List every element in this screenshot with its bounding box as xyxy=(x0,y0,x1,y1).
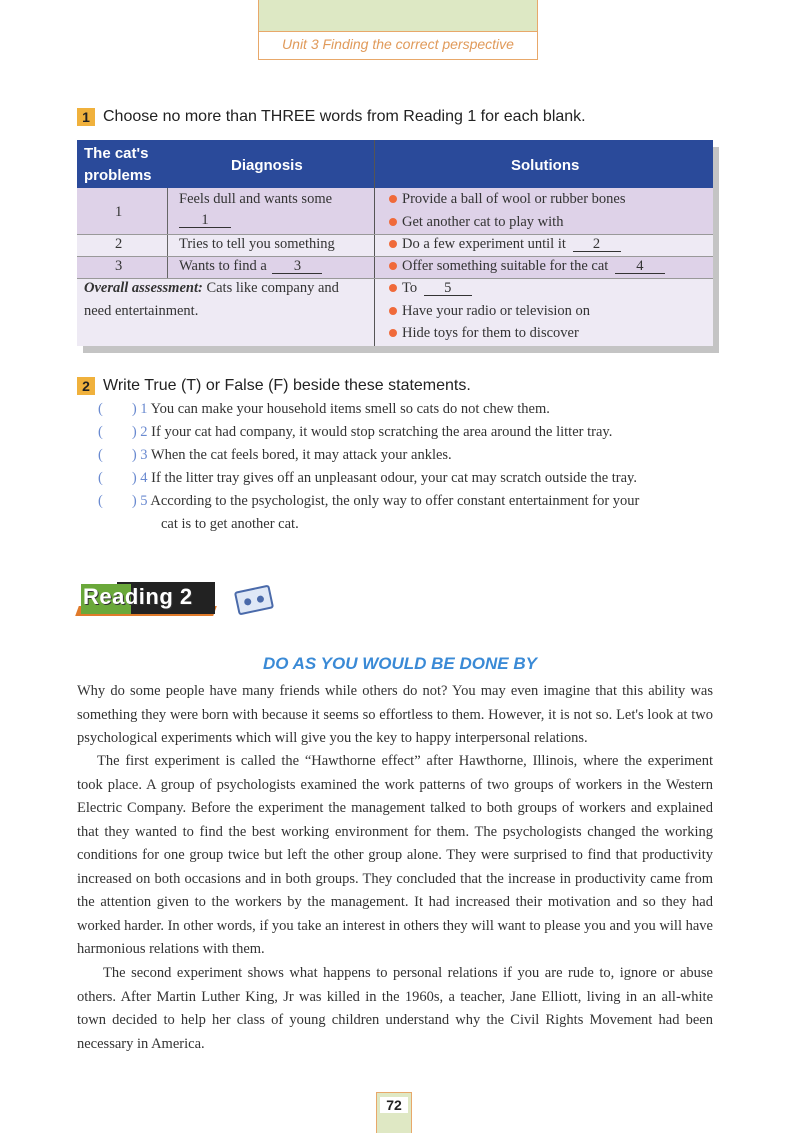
overall-solution-1: To 5 xyxy=(389,280,472,297)
unit-header xyxy=(258,0,538,60)
row-1-number: 1 xyxy=(115,204,123,220)
blank-4: 4 xyxy=(615,259,665,274)
bullet-icon xyxy=(389,329,397,337)
bullet-icon xyxy=(389,307,397,315)
bullet-icon xyxy=(389,262,397,270)
unit-title: Unit 3 Finding the correct perspective xyxy=(282,36,514,52)
answer-blank[interactable]: ( ) xyxy=(98,470,137,486)
row-divider xyxy=(77,278,713,279)
statement-4: ( ) 4 If the litter tray gives off an unpleasant odour, your cat may scratch outside the tray. xyxy=(98,470,637,486)
statement-5: ( ) 5 According to the psychologist, the only way to offer constant entertainment for your xyxy=(98,493,640,509)
column-divider xyxy=(167,188,168,278)
statement-2: ( ) 2 If your cat had company, it would stop scratching the area around the litter tray. xyxy=(98,424,613,440)
article-title: DO AS YOU WOULD BE DONE BY xyxy=(263,654,537,673)
header-solutions: Solutions xyxy=(511,157,580,174)
answer-blank[interactable]: ( ) xyxy=(98,493,137,509)
cat-problems-table xyxy=(77,140,713,346)
cassette-icon[interactable] xyxy=(234,585,274,616)
blank-2: 2 xyxy=(573,237,621,252)
page-number-box xyxy=(376,1092,412,1133)
answer-blank[interactable]: ( ) xyxy=(98,447,137,463)
overall-solution-3: Hide toys for them to discover xyxy=(389,325,579,342)
header-texture xyxy=(259,0,537,32)
row-divider xyxy=(77,234,713,235)
row-2-solution: Do a few experiment until it 2 xyxy=(389,236,621,253)
overall-assessment xyxy=(84,280,339,297)
exercise-1-number: 1 xyxy=(77,108,95,126)
reading-label: Reading 2 xyxy=(83,584,193,609)
row-2-number: 2 xyxy=(115,236,123,252)
header-diagnosis: Diagnosis xyxy=(231,157,303,174)
table-header xyxy=(77,140,713,188)
row-divider xyxy=(77,256,713,257)
statement-1: ( ) 1 You can make your household items smell so cats do not chew them. xyxy=(98,401,550,417)
statement-3: ( ) 3 When the cat feels bored, it may attack your ankles. xyxy=(98,447,452,463)
row-3-solution: Offer something suitable for the cat 4 xyxy=(389,258,665,275)
blank-1: 1 xyxy=(179,213,231,228)
column-divider xyxy=(374,140,375,346)
bullet-icon xyxy=(389,240,397,248)
header-problems-line2: problems xyxy=(84,167,152,184)
row-1-solution-1: Provide a ball of wool or rubber bones xyxy=(389,191,626,208)
paragraph-3: The second experiment shows what happens to personal relations if you are rude to, ignore or abuse others. After Martin Luther King, Jr was killed in the 1960s, a teacher, Jane Elliott, living in an all-white town decided to help her class of young children understand why the Civil Rights Movement had been necessary in America. xyxy=(77,965,713,1052)
reading-banner xyxy=(77,580,217,618)
overall-label: Overall assessment: xyxy=(84,280,203,296)
exercise-1-instruction: Choose no more than THREE words from Reading 1 for each blank. xyxy=(103,108,586,125)
overall-solution-2: Have your radio or television on xyxy=(389,303,590,320)
paragraph-2: The first experiment is called the “Hawthorne effect” after Hawthorne, Illinois, where the experiment took place. A group of psychologists examined the work patterns of two groups of workers in the Western Electric Company. Before the experiment the management talked to both groups of workers and explained that they wanted to find the best working environment for them. The psychologists changed the working conditions for one group twice but left the other group alone. They were surprised to find that productivity increased on both occasions and in both groups. They concluded that the increase in productivity came from the attention given to the workers by the management. It had increased their motivation and so they had worked harder. In other words, if you take an interest in others they will want to please you and you will have harmonious relations with them. xyxy=(77,753,713,957)
statement-5-continued: cat is to get another cat. xyxy=(161,516,299,532)
header-problems-line1: The cat's xyxy=(84,145,149,162)
bullet-icon xyxy=(389,284,397,292)
exercise-2-heading xyxy=(77,377,471,395)
row-1-solution-2: Get another cat to play with xyxy=(389,214,563,231)
row-3-number: 3 xyxy=(115,258,123,274)
answer-blank[interactable]: ( ) xyxy=(98,401,137,417)
exercise-2-instruction: Write True (T) or False (F) beside these statements. xyxy=(103,377,471,394)
bullet-icon xyxy=(389,218,397,226)
page-number: 72 xyxy=(380,1097,408,1113)
bullet-icon xyxy=(389,195,397,203)
row-1-diagnosis: Feels dull and wants some xyxy=(179,191,333,207)
overall-text-2: need entertainment. xyxy=(84,303,199,319)
row-1-diagnosis-blank xyxy=(179,212,231,229)
exercise-2-number: 2 xyxy=(77,377,95,395)
paragraph-1: Why do some people have many friends while others do not? You may even imagine that this ability was something they were born with because it seems so effortless to them. However, it is not so. Let's look at two psychological experiments which will give you the key to happy interpersonal relations. xyxy=(77,683,713,746)
exercise-1-heading xyxy=(77,108,586,126)
row-2-diagnosis: Tries to tell you something xyxy=(179,236,335,252)
overall-text-1: Cats like company and xyxy=(206,280,339,296)
blank-5: 5 xyxy=(424,281,472,296)
row-3-diagnosis: Wants to find a 3 xyxy=(179,258,322,275)
blank-3: 3 xyxy=(272,259,322,274)
answer-blank[interactable]: ( ) xyxy=(98,424,137,440)
